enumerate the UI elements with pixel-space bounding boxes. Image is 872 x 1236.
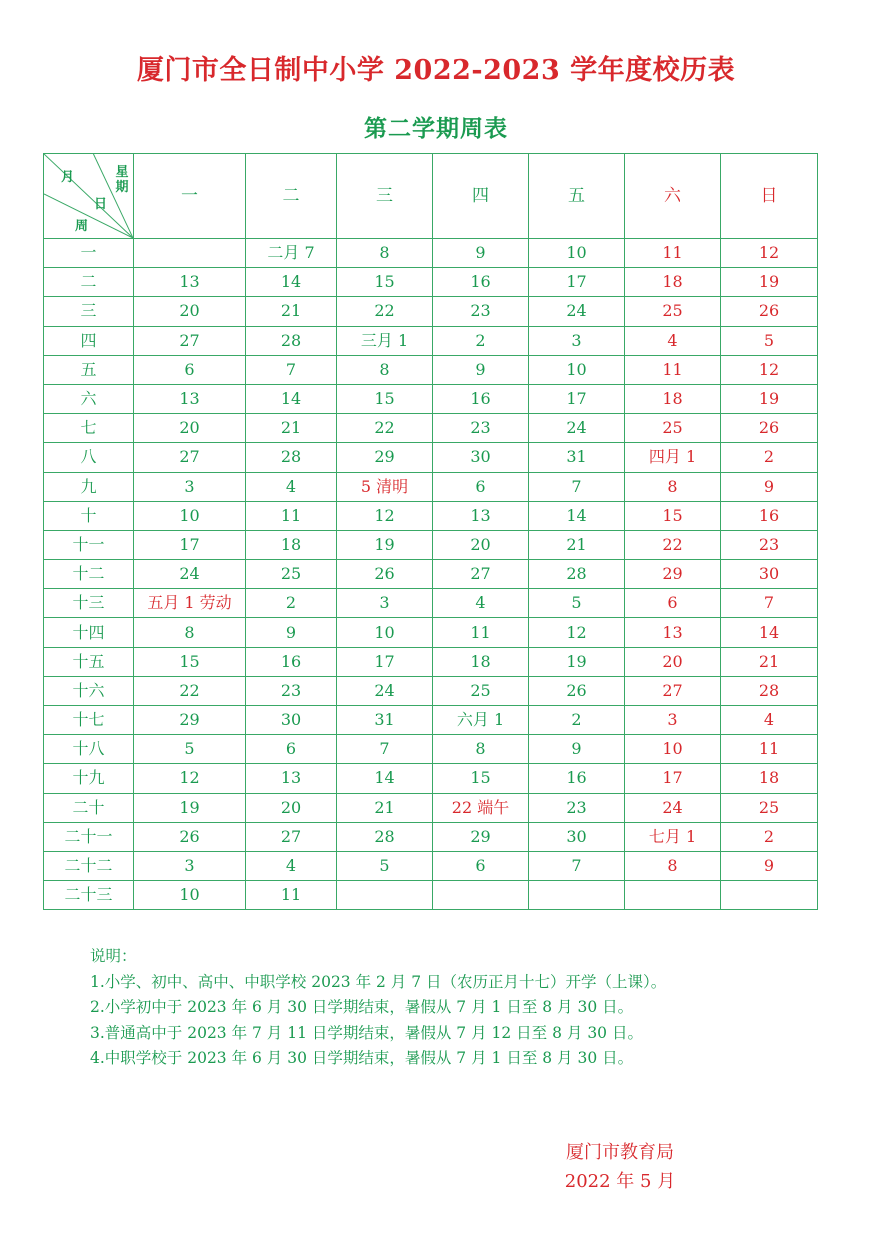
date-cell: 18	[721, 764, 818, 793]
week-number-cell: 二十三	[44, 881, 134, 910]
date-cell: 14	[337, 764, 433, 793]
week-number-cell: 一	[44, 239, 134, 268]
signature-block	[540, 1138, 700, 1196]
date-cell: 8	[134, 618, 246, 647]
date-cell: 二月 7	[246, 239, 337, 268]
week-number-cell: 十七	[44, 706, 134, 735]
date-cell: 13	[134, 384, 246, 413]
date-cell: 28	[337, 822, 433, 851]
week-number-cell: 十五	[44, 647, 134, 676]
date-cell: 18	[246, 530, 337, 559]
date-cell: 5	[134, 735, 246, 764]
date-cell: 4	[721, 706, 818, 735]
date-cell: 21	[529, 530, 625, 559]
date-cell: 3	[134, 851, 246, 880]
date-cell: 28	[529, 560, 625, 589]
date-cell: 10	[134, 501, 246, 530]
date-cell: 16	[433, 268, 529, 297]
week-number-cell: 十八	[44, 735, 134, 764]
page-subtitle: 第二学期周表	[364, 115, 508, 142]
date-cell: 21	[721, 647, 818, 676]
date-cell: 9	[529, 735, 625, 764]
week-row	[44, 851, 818, 880]
date-cell: 12	[529, 618, 625, 647]
date-cell: 10	[337, 618, 433, 647]
date-cell: 16	[721, 501, 818, 530]
date-cell: 22	[134, 676, 246, 705]
date-cell: 12	[721, 355, 818, 384]
date-cell: 27	[134, 326, 246, 355]
date-cell: 27	[625, 676, 721, 705]
date-cell: 28	[246, 326, 337, 355]
week-row	[44, 764, 818, 793]
calendar-body	[44, 239, 818, 910]
date-cell: 13	[246, 764, 337, 793]
week-row	[44, 530, 818, 559]
date-cell: 22 端午	[433, 793, 529, 822]
week-number-cell: 十二	[44, 560, 134, 589]
date-cell: 13	[134, 268, 246, 297]
date-cell: 20	[134, 414, 246, 443]
week-row	[44, 472, 818, 501]
week-row	[44, 706, 818, 735]
date-cell: 14	[721, 618, 818, 647]
date-cell: 27	[433, 560, 529, 589]
date-cell: 15	[337, 384, 433, 413]
date-cell: 26	[721, 414, 818, 443]
date-cell: 8	[433, 735, 529, 764]
weekday-header-tue: 二	[246, 154, 337, 239]
week-row	[44, 384, 818, 413]
date-cell: 6	[134, 355, 246, 384]
date-cell: 19	[337, 530, 433, 559]
date-cell: 五月 1 劳动	[134, 589, 246, 618]
date-cell: 2	[721, 822, 818, 851]
week-row	[44, 589, 818, 618]
date-cell: 21	[337, 793, 433, 822]
week-number-cell: 六	[44, 384, 134, 413]
date-cell: 29	[625, 560, 721, 589]
issuer-name: 厦门市教育局	[566, 1142, 674, 1163]
header-corner-cell	[44, 154, 134, 239]
week-number-cell: 十四	[44, 618, 134, 647]
date-cell: 15	[134, 647, 246, 676]
date-cell: 29	[134, 706, 246, 735]
week-row	[44, 297, 818, 326]
week-row	[44, 443, 818, 472]
date-cell: 8	[337, 239, 433, 268]
corner-label-month: 月	[61, 170, 75, 185]
date-cell: 31	[337, 706, 433, 735]
date-cell: 24	[529, 297, 625, 326]
date-cell: 18	[625, 268, 721, 297]
date-cell: 25	[625, 414, 721, 443]
date-cell: 5	[721, 326, 818, 355]
date-cell: 23	[433, 414, 529, 443]
notes-heading: 说明：	[90, 947, 137, 965]
date-cell: 11	[721, 735, 818, 764]
date-cell: 2	[433, 326, 529, 355]
week-row	[44, 881, 818, 910]
week-row	[44, 647, 818, 676]
date-cell: 17	[337, 647, 433, 676]
date-cell: 24	[529, 414, 625, 443]
note-item: 3.普通高中于 2023 年 7 月 11 日学期结束，暑假从 7 月 12 日至 8 月 30 日。	[90, 1023, 643, 1042]
note-item: 2.小学初中于 2023 年 6 月 30 日学期结束，暑假从 7 月 1 日至 8 月 30 日。	[90, 998, 634, 1016]
corner-label-day: 日	[94, 197, 108, 212]
date-cell: 28	[721, 676, 818, 705]
date-cell: 27	[246, 822, 337, 851]
date-cell: 25	[433, 676, 529, 705]
date-cell: 20	[246, 793, 337, 822]
week-number-cell: 十九	[44, 764, 134, 793]
date-cell: 14	[529, 501, 625, 530]
date-cell: 26	[529, 676, 625, 705]
date-cell: 16	[433, 384, 529, 413]
week-number-cell: 十一	[44, 530, 134, 559]
date-cell: 3	[529, 326, 625, 355]
date-cell: 19	[134, 793, 246, 822]
week-number-cell: 十	[44, 501, 134, 530]
date-cell	[529, 881, 625, 910]
date-cell: 4	[625, 326, 721, 355]
date-cell: 11	[625, 239, 721, 268]
date-cell: 三月 1	[337, 326, 433, 355]
week-row	[44, 501, 818, 530]
date-cell: 10	[625, 735, 721, 764]
date-cell: 30	[529, 822, 625, 851]
week-row	[44, 793, 818, 822]
issue-date: 2022 年 5 月	[564, 1171, 676, 1192]
date-cell: 25	[246, 560, 337, 589]
date-cell: 22	[337, 297, 433, 326]
date-cell: 9	[721, 472, 818, 501]
week-number-cell: 五	[44, 355, 134, 384]
date-cell: 4	[433, 589, 529, 618]
weekday-header-thu: 四	[433, 154, 529, 239]
date-cell	[721, 881, 818, 910]
date-cell: 25	[721, 793, 818, 822]
week-row	[44, 676, 818, 705]
corner-label-week: 周	[75, 219, 89, 234]
date-cell: 3	[625, 706, 721, 735]
week-number-cell: 二十一	[44, 822, 134, 851]
week-row	[44, 618, 818, 647]
date-cell: 8	[625, 472, 721, 501]
date-cell: 四月 1	[625, 443, 721, 472]
date-cell: 26	[134, 822, 246, 851]
date-cell: 8	[625, 851, 721, 880]
date-cell: 28	[246, 443, 337, 472]
week-number-cell: 二十二	[44, 851, 134, 880]
date-cell: 10	[529, 355, 625, 384]
date-cell: 20	[134, 297, 246, 326]
date-cell: 7	[721, 589, 818, 618]
date-cell: 7	[529, 472, 625, 501]
week-row	[44, 735, 818, 764]
week-row	[44, 239, 818, 268]
week-number-cell: 七	[44, 414, 134, 443]
date-cell: 六月 1	[433, 706, 529, 735]
date-cell: 6	[246, 735, 337, 764]
date-cell: 23	[529, 793, 625, 822]
date-cell: 30	[246, 706, 337, 735]
week-row	[44, 822, 818, 851]
date-cell	[337, 881, 433, 910]
week-row	[44, 326, 818, 355]
date-cell: 11	[246, 501, 337, 530]
date-cell: 29	[337, 443, 433, 472]
date-cell	[433, 881, 529, 910]
corner-label-weekday: 星期	[115, 165, 129, 195]
calendar-table	[43, 153, 818, 910]
note-item: 1.小学、初中、高中、中职学校 2023 年 2 月 7 日（农历正月十七）开学（上课）。	[90, 972, 667, 991]
date-cell: 6	[433, 472, 529, 501]
date-cell: 5	[337, 851, 433, 880]
week-number-cell: 四	[44, 326, 134, 355]
date-cell: 9	[721, 851, 818, 880]
note-item: 4.中职学校于 2023 年 6 月 30 日学期结束，暑假从 7 月 1 日至 8 月 30 日。	[90, 1049, 634, 1067]
date-cell: 2	[529, 706, 625, 735]
date-cell: 2	[721, 443, 818, 472]
date-cell: 3	[337, 589, 433, 618]
date-cell: 20	[625, 647, 721, 676]
date-cell: 15	[625, 501, 721, 530]
date-cell: 17	[529, 268, 625, 297]
date-cell: 16	[529, 764, 625, 793]
date-cell: 七月 1	[625, 822, 721, 851]
date-cell: 4	[246, 851, 337, 880]
week-row	[44, 560, 818, 589]
week-number-cell: 九	[44, 472, 134, 501]
date-cell: 10	[134, 881, 246, 910]
notes-section	[90, 944, 666, 1072]
date-cell: 24	[625, 793, 721, 822]
date-cell: 2	[246, 589, 337, 618]
date-cell: 19	[721, 384, 818, 413]
weekday-header-mon: 一	[134, 154, 246, 239]
date-cell: 13	[625, 618, 721, 647]
date-cell: 24	[134, 560, 246, 589]
week-number-cell: 十六	[44, 676, 134, 705]
date-cell: 25	[625, 297, 721, 326]
header-row	[44, 154, 818, 239]
date-cell: 18	[625, 384, 721, 413]
date-cell: 11	[246, 881, 337, 910]
week-number-cell: 二十	[44, 793, 134, 822]
date-cell: 13	[433, 501, 529, 530]
week-number-cell: 八	[44, 443, 134, 472]
date-cell: 17	[134, 530, 246, 559]
date-cell: 21	[246, 297, 337, 326]
weekday-header-sat: 六	[625, 154, 721, 239]
date-cell: 6	[433, 851, 529, 880]
week-number-cell: 二	[44, 268, 134, 297]
date-cell: 31	[529, 443, 625, 472]
date-cell: 6	[625, 589, 721, 618]
date-cell: 14	[246, 384, 337, 413]
date-cell: 22	[625, 530, 721, 559]
date-cell: 20	[433, 530, 529, 559]
date-cell	[134, 239, 246, 268]
date-cell: 30	[433, 443, 529, 472]
date-cell: 11	[625, 355, 721, 384]
date-cell: 11	[433, 618, 529, 647]
date-cell: 18	[433, 647, 529, 676]
date-cell	[625, 881, 721, 910]
date-cell: 26	[337, 560, 433, 589]
date-cell: 7	[529, 851, 625, 880]
date-cell: 5 清明	[337, 472, 433, 501]
date-cell: 23	[433, 297, 529, 326]
date-cell: 12	[134, 764, 246, 793]
date-cell: 12	[337, 501, 433, 530]
date-cell: 27	[134, 443, 246, 472]
date-cell: 12	[721, 239, 818, 268]
date-cell: 9	[433, 355, 529, 384]
date-cell: 5	[529, 589, 625, 618]
date-cell: 19	[721, 268, 818, 297]
date-cell: 16	[246, 647, 337, 676]
date-cell: 14	[246, 268, 337, 297]
date-cell: 3	[134, 472, 246, 501]
date-cell: 23	[246, 676, 337, 705]
date-cell: 10	[529, 239, 625, 268]
date-cell: 17	[529, 384, 625, 413]
date-cell: 21	[246, 414, 337, 443]
date-cell: 9	[433, 239, 529, 268]
date-cell: 9	[246, 618, 337, 647]
weekday-header-wed: 三	[337, 154, 433, 239]
date-cell: 30	[721, 560, 818, 589]
date-cell: 22	[337, 414, 433, 443]
date-cell: 23	[721, 530, 818, 559]
date-cell: 7	[246, 355, 337, 384]
page-title: 厦门市全日制中小学 2022-2023 学年度校历表	[136, 55, 736, 86]
week-row	[44, 355, 818, 384]
weekday-header-fri: 五	[529, 154, 625, 239]
date-cell: 26	[721, 297, 818, 326]
date-cell: 24	[337, 676, 433, 705]
week-row	[44, 268, 818, 297]
date-cell: 7	[337, 735, 433, 764]
week-number-cell: 三	[44, 297, 134, 326]
date-cell: 17	[625, 764, 721, 793]
date-cell: 29	[433, 822, 529, 851]
week-row	[44, 414, 818, 443]
date-cell: 15	[433, 764, 529, 793]
date-cell: 4	[246, 472, 337, 501]
date-cell: 15	[337, 268, 433, 297]
date-cell: 19	[529, 647, 625, 676]
date-cell: 8	[337, 355, 433, 384]
week-number-cell: 十三	[44, 589, 134, 618]
weekday-header-sun: 日	[721, 154, 818, 239]
